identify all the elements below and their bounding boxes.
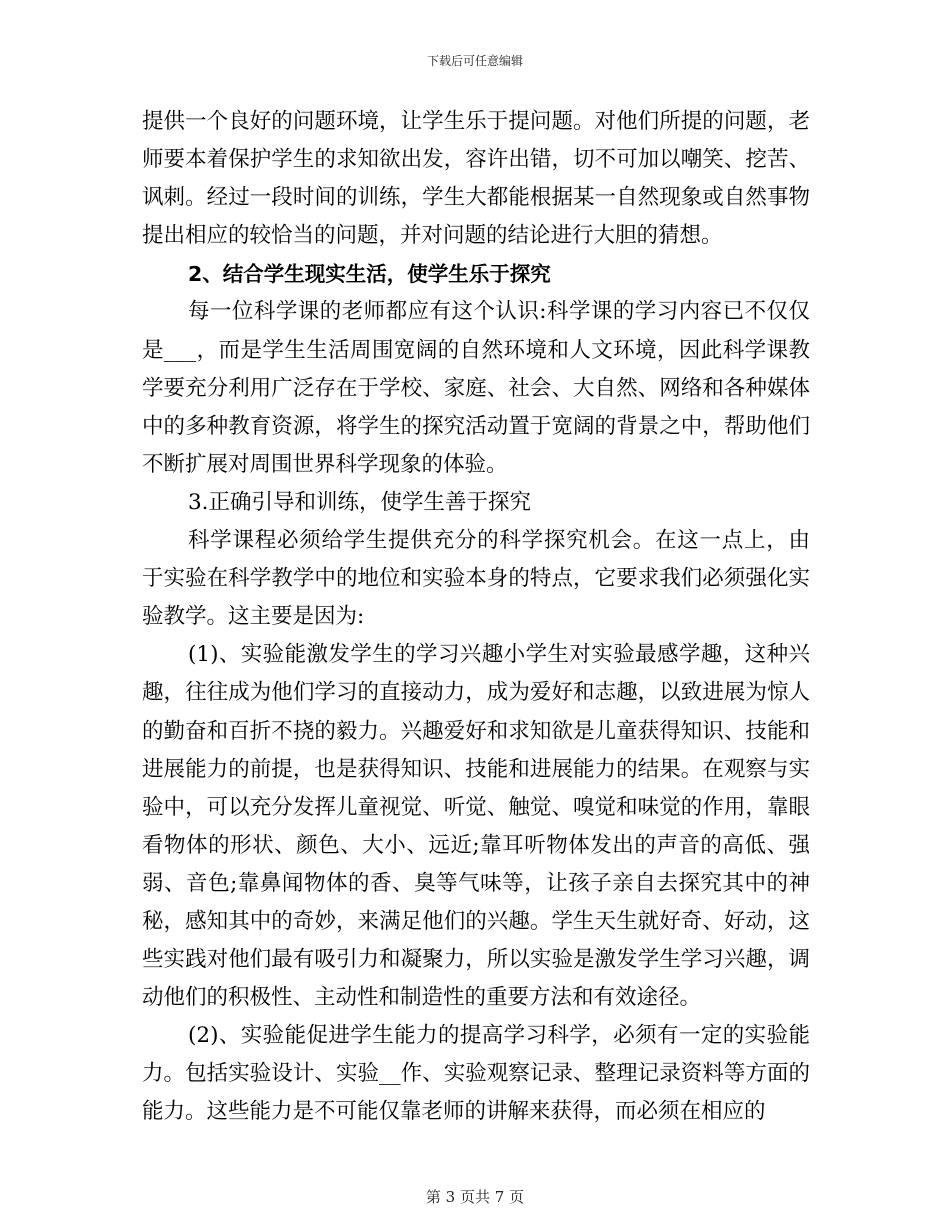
section-heading-2: 2、结合学生现实生活，使学生乐于探究 [188,262,551,287]
paragraph-point-1: (1)、实验能激发学生的学习兴趣小学生对实验最感学趣，这种兴趣，往往成为他们学习的直接动力，成为爱好和志趣，以致进展为惊人的勤奋和百折不挠的毅力。兴趣爱好和求知欲是儿童获得知识、技能和进展能力的前提，也是获得知识、技能和进展能力的结果。在观察与实验中，可以充分发挥儿童视觉、听觉、触觉、嗅觉和味觉的作用，靠眼看物体的形状、颜色、大小、远近;靠耳听物体发出的声音的高低、强弱、音色;靠鼻闻物体的香、臭等气味等，让孩子亲自去探究其中的神秘，感知其中的奇妙，来满足他们的兴趣。学生天生就好奇、好动，这些实践对他们最有吸引力和凝聚力，所以实验是激发学生学习兴趣，调动他们的积极性、主动性和制造性的重要方法和有效途径。 [142,642,810,1011]
document-body [142,103,810,1132]
page-footer: 第 3 页共 7 页 [425,1188,525,1206]
paragraph-continuation: 提供一个良好的问题环境，让学生乐于提问题。对他们所提的问题，老师要本着保护学生的求知欲出发，容许出错，切不可加以嘲笑、挖苦、讽刺。经过一段时间的训练，学生大都能根据某一自然现象或自然事物提出相应的较恰当的问题，并对问题的结论进行大胆的猜想。 [142,109,810,249]
paragraph: 每一位科学课的老师都应有这个认识:科学课的学习内容已不仅仅是___，而是学生生活周围宽阔的自然环境和人文环境，因此科学课教学要充分利用广泛存在于学校、家庭、社会、大自然、网络和各种媒体中的多种教育资源，将学生的探究活动置于宽阔的背景之中，帮助他们不断扩展对周围世界科学现象的体验。 [142,299,810,477]
paragraph-point-2: (2)、实验能促进学生能力的提高学习科学，必须有一定的实验能力。包括实验设计、实验__作、实验观察记录、整理记录资料等方面的能力。这些能力是不可能仅靠老师的讲解来获得，而必须在相应的 [142,1023,810,1125]
section-heading-3: 3.正确引导和训练，使学生善于探究 [188,489,532,515]
page-header: 下载后可任意编辑 [426,54,523,68]
paragraph: 科学课程必须给学生提供充分的科学探究机会。在这一点上，由于实验在科学教学中的地位和实验本身的特点，它要求我们必须强化实验教学。这主要是因为: [142,528,810,630]
